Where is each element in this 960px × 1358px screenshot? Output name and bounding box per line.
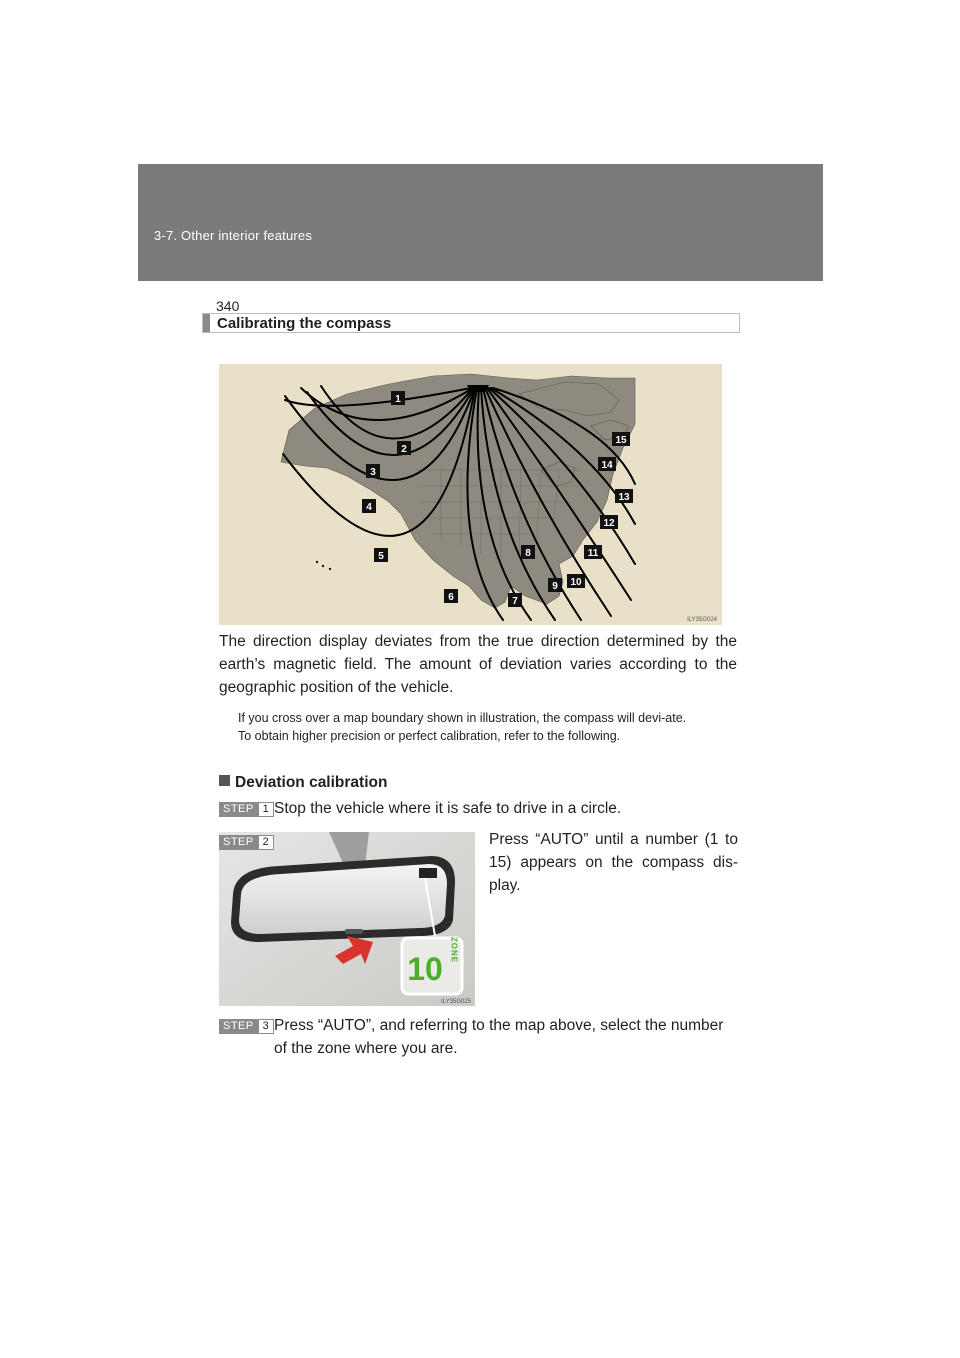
zone-label-2 [397,441,411,455]
zone-label-12 [600,515,618,529]
section-title: Calibrating the compass [217,315,392,332]
section-breadcrumb: 3-7. Other interior features [154,228,313,243]
zone-label-9 [548,578,562,592]
svg-text:13: 13 [618,492,630,503]
zone-label-6 [444,589,458,603]
svg-text:14: 14 [601,460,613,471]
note-map-boundary: If you cross over a map boundary shown in illustration, the compass will devi-ate. [238,711,687,725]
square-bullet-icon [219,775,230,786]
svg-text:5: 5 [378,551,384,562]
mirror-figure-id: ILY35G025 [441,999,471,1005]
subheading-text: Deviation calibration [235,774,388,791]
zone-label-7 [508,593,522,607]
zone-label-3 [366,464,380,478]
zone-label-4 [362,499,376,513]
mirror-display-window [419,868,437,878]
section-title-box [202,313,740,333]
step-2-badge: STEP 2 [219,835,274,850]
svg-text:15: 15 [615,435,627,446]
notes [238,709,738,745]
zone-label-1 [391,391,405,405]
mirror-svg [219,832,475,1006]
zone-label-11 [584,545,602,559]
note-precision: To obtain higher precision or perfect calibration, refer to the following. [238,729,621,743]
step-2-text: Press “AUTO” until a number (1 to 15) appears on the compass dis-play. [489,831,738,894]
map-figure-id: ILY35G024 [687,617,717,623]
mirror-figure [219,832,475,1006]
zone-label-8 [521,545,535,559]
zone-label-10 [567,574,585,588]
zone-label-15 [612,432,630,446]
step-1-text: Stop the vehicle where it is safe to drive in a circle. [274,800,622,817]
svg-text:3: 3 [370,467,376,478]
svg-text:11: 11 [587,548,599,559]
auto-button [345,929,363,934]
svg-text:12: 12 [603,518,615,529]
svg-text:6: 6 [448,592,454,603]
section-title-bar [203,314,210,332]
page-header [138,164,823,281]
zone-map-svg [219,364,722,625]
zone-display-number: 10 [407,951,443,987]
svg-text:2: 2 [401,444,407,455]
step-3-badge: STEP 3 [219,1019,274,1034]
svg-text:7: 7 [512,596,518,607]
subheading [219,774,387,792]
svg-text:4: 4 [366,502,372,513]
svg-text:8: 8 [525,548,531,559]
svg-text:9: 9 [552,581,558,592]
step-1-badge: STEP 1 [219,802,274,817]
svg-text:10: 10 [570,577,582,588]
page-number: 340 [216,298,240,314]
svg-text:1: 1 [395,394,401,405]
intro-paragraph: The direction display deviates from the true direction determined by the earth’s magnetic field. The amount of deviation varies according to the geographic position of the vehicle. [219,633,737,696]
zone-label-5 [374,548,388,562]
zone-map-figure [219,364,722,625]
step-3-text: Press “AUTO”, and referring to the map above, select the number of the zone where you are. [274,1017,724,1057]
zone-display-word: ZONE [449,936,459,964]
zone-label-14 [598,457,616,471]
zone-label-13 [615,489,633,503]
